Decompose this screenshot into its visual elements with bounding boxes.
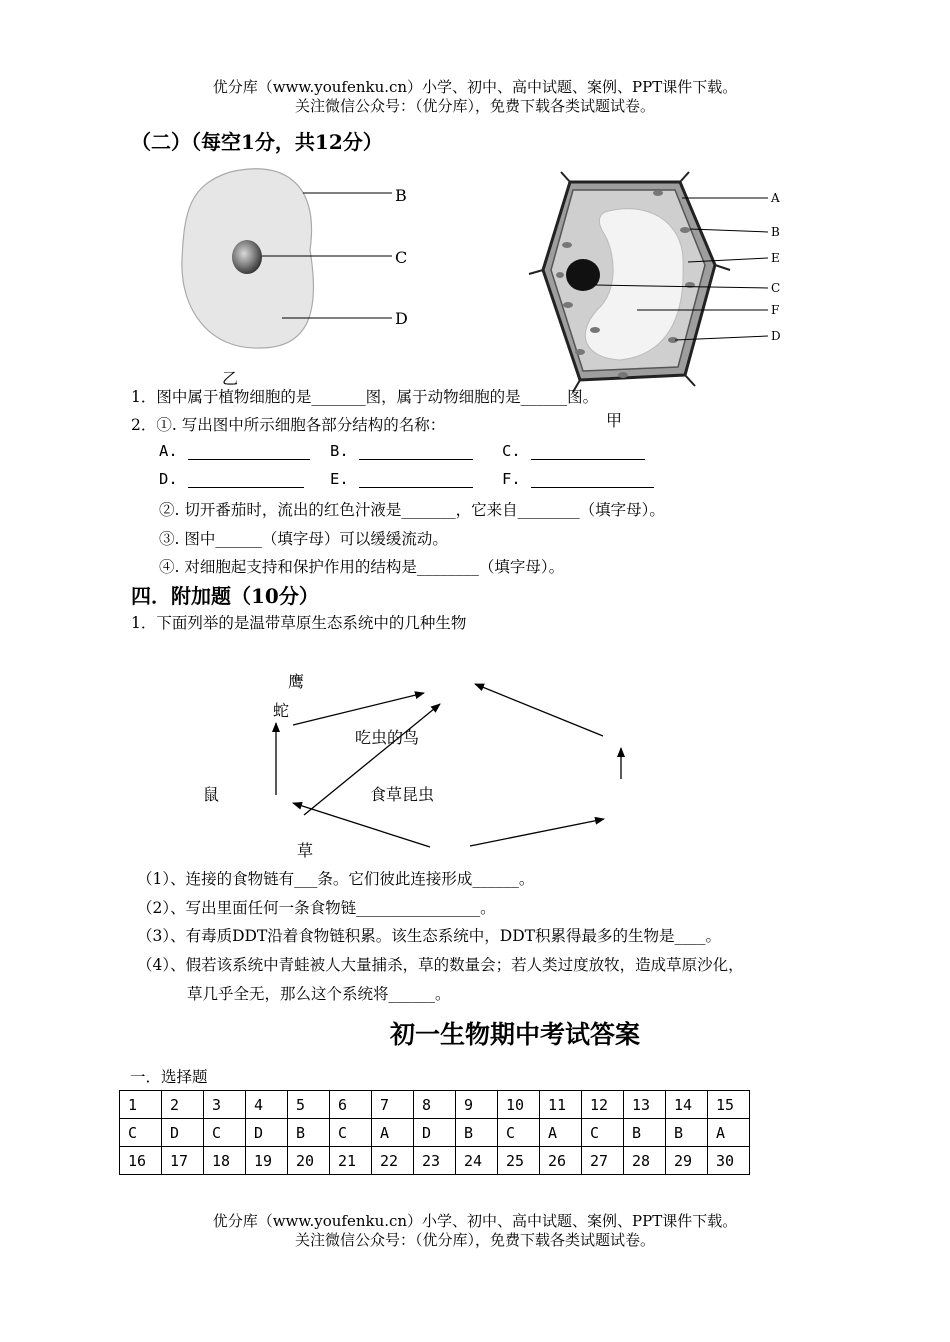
table-cell: 8 — [414, 1091, 456, 1119]
table-cell: 18 — [204, 1147, 246, 1175]
table-cell: 26 — [540, 1147, 582, 1175]
table-cell: A — [708, 1119, 750, 1147]
table-cell: A — [540, 1119, 582, 1147]
organism-mouse: 鼠 — [203, 785, 220, 804]
table-row — [120, 1119, 750, 1147]
table-cell: 9 — [456, 1091, 498, 1119]
table-cell: 21 — [330, 1147, 372, 1175]
section4-title: 四．附加题（10分） — [131, 584, 319, 608]
plant-caption: 甲 — [606, 411, 623, 430]
table-cell: 6 — [330, 1091, 372, 1119]
table-cell: 24 — [456, 1147, 498, 1175]
table-cell: 7 — [372, 1091, 414, 1119]
arrow-snake-eagle — [293, 693, 424, 725]
header-line-2: 关注微信公众号：（优分库），免费下载各类试题试卷。 — [294, 97, 655, 115]
table-cell: B — [624, 1119, 666, 1147]
answers-table — [119, 1090, 750, 1175]
table-cell: 5 — [288, 1091, 330, 1119]
fill-d-label: D. — [159, 470, 178, 488]
q2-text: 2．①. 写出图中所示细胞各部分结构的名称： — [131, 416, 446, 434]
table-cell: 30 — [708, 1147, 750, 1175]
table-cell: 4 — [246, 1091, 288, 1119]
footer-line-1: 优分库（www.youfenku.cn）小学、初中、高中试题、案例、PPT课件下载。 — [212, 1212, 738, 1230]
arrow-bird-eagle — [475, 684, 603, 736]
table-cell: C — [498, 1119, 540, 1147]
animal-label-d: D — [395, 309, 408, 328]
plant-label-d: D — [771, 329, 781, 343]
footer-line-2: 关注微信公众号：（优分库），免费下载各类试题试卷。 — [294, 1231, 655, 1249]
fill-c-label: C. — [502, 442, 521, 460]
section4-sub1: （1）、连接的食物链有___条。它们彼此连接形成______。 — [137, 870, 535, 888]
table-cell: 25 — [498, 1147, 540, 1175]
table-row — [120, 1147, 750, 1175]
fill-a-label: A. — [159, 442, 178, 460]
table-cell: D — [246, 1119, 288, 1147]
table-row — [120, 1091, 750, 1119]
section4-q1: 1．下面列举的是温带草原生态系统中的几种生物 — [131, 614, 467, 632]
table-cell: C — [204, 1119, 246, 1147]
fill-b-label: B. — [330, 442, 349, 460]
answers-subtitle: 一．选择题 — [130, 1068, 208, 1086]
animal-label-c: C — [395, 248, 408, 267]
plant-label-a: A — [771, 191, 780, 205]
table-cell: 1 — [120, 1091, 162, 1119]
organism-insect: 食草昆虫 — [370, 785, 435, 804]
q2-3-text: ③. 图中______（填字母）可以缓缓流动。 — [159, 530, 448, 548]
section2-title: （二）（每空1分，共12分） — [131, 130, 383, 154]
section4-sub4a: （4）、假若该系统中青蛙被人大量捕杀，草的数量会；若人类过度放牧，造成草原沙化， — [137, 956, 744, 974]
table-cell: 15 — [708, 1091, 750, 1119]
organism-snake: 蛇 — [273, 701, 290, 720]
organism-bird: 吃虫的鸟 — [355, 728, 420, 747]
animal-caption: 乙 — [222, 369, 239, 388]
q2-4-text: ④. 对细胞起支持和保护作用的结构是________（填字母）。 — [159, 558, 565, 576]
table-cell: 23 — [414, 1147, 456, 1175]
arrow-grass-mouse — [293, 803, 430, 847]
table-cell: 3 — [204, 1091, 246, 1119]
table-cell: 28 — [624, 1147, 666, 1175]
plant-label-c: C — [771, 281, 781, 295]
table-cell: 2 — [162, 1091, 204, 1119]
organism-grass: 草 — [297, 841, 314, 860]
section4-sub3: （3）、有毒质DDT沿着食物链积累。该生态系统中，DDT积累得最多的生物是____。 — [137, 927, 721, 945]
organism-eagle: 鹰 — [288, 672, 305, 691]
section4-sub4b: 草几乎全无，那么这个系统将______。 — [187, 985, 451, 1003]
table-cell: B — [456, 1119, 498, 1147]
table-cell: C — [330, 1119, 372, 1147]
header-line-1: 优分库（www.youfenku.cn）小学、初中、高中试题、案例、PPT课件下载。 — [212, 78, 738, 96]
table-cell: 22 — [372, 1147, 414, 1175]
table-cell: 11 — [540, 1091, 582, 1119]
table-cell: 13 — [624, 1091, 666, 1119]
table-cell: B — [666, 1119, 708, 1147]
table-cell: 19 — [246, 1147, 288, 1175]
table-cell: 10 — [498, 1091, 540, 1119]
arrow-grass-insect — [470, 819, 604, 846]
table-cell: B — [288, 1119, 330, 1147]
answers-title: 初一生物期中考试答案 — [389, 1020, 640, 1049]
table-cell: 20 — [288, 1147, 330, 1175]
plant-label-b: B — [771, 225, 780, 239]
table-cell: 17 — [162, 1147, 204, 1175]
table-cell: 16 — [120, 1147, 162, 1175]
table-cell: C — [120, 1119, 162, 1147]
table-cell: 27 — [582, 1147, 624, 1175]
table-cell: D — [162, 1119, 204, 1147]
table-cell: 12 — [582, 1091, 624, 1119]
fill-e-label: E. — [330, 470, 349, 488]
table-cell: D — [414, 1119, 456, 1147]
q2-2-text: ②. 切开番茄时，流出的红色汁液是_______，它来自________（填字母）。 — [159, 501, 665, 519]
table-cell: C — [582, 1119, 624, 1147]
table-cell: 29 — [666, 1147, 708, 1175]
q1-text: 1．图中属于植物细胞的是_______图，属于动物细胞的是______图。 — [131, 388, 599, 406]
animal-label-b: B — [395, 186, 407, 205]
fill-f-label: F. — [502, 470, 521, 488]
plant-label-f: F — [771, 303, 780, 317]
section4-sub2: （2）、写出里面任何一条食物链________________。 — [137, 899, 496, 917]
table-cell: 14 — [666, 1091, 708, 1119]
plant-label-e: E — [771, 251, 780, 265]
table-cell: A — [372, 1119, 414, 1147]
